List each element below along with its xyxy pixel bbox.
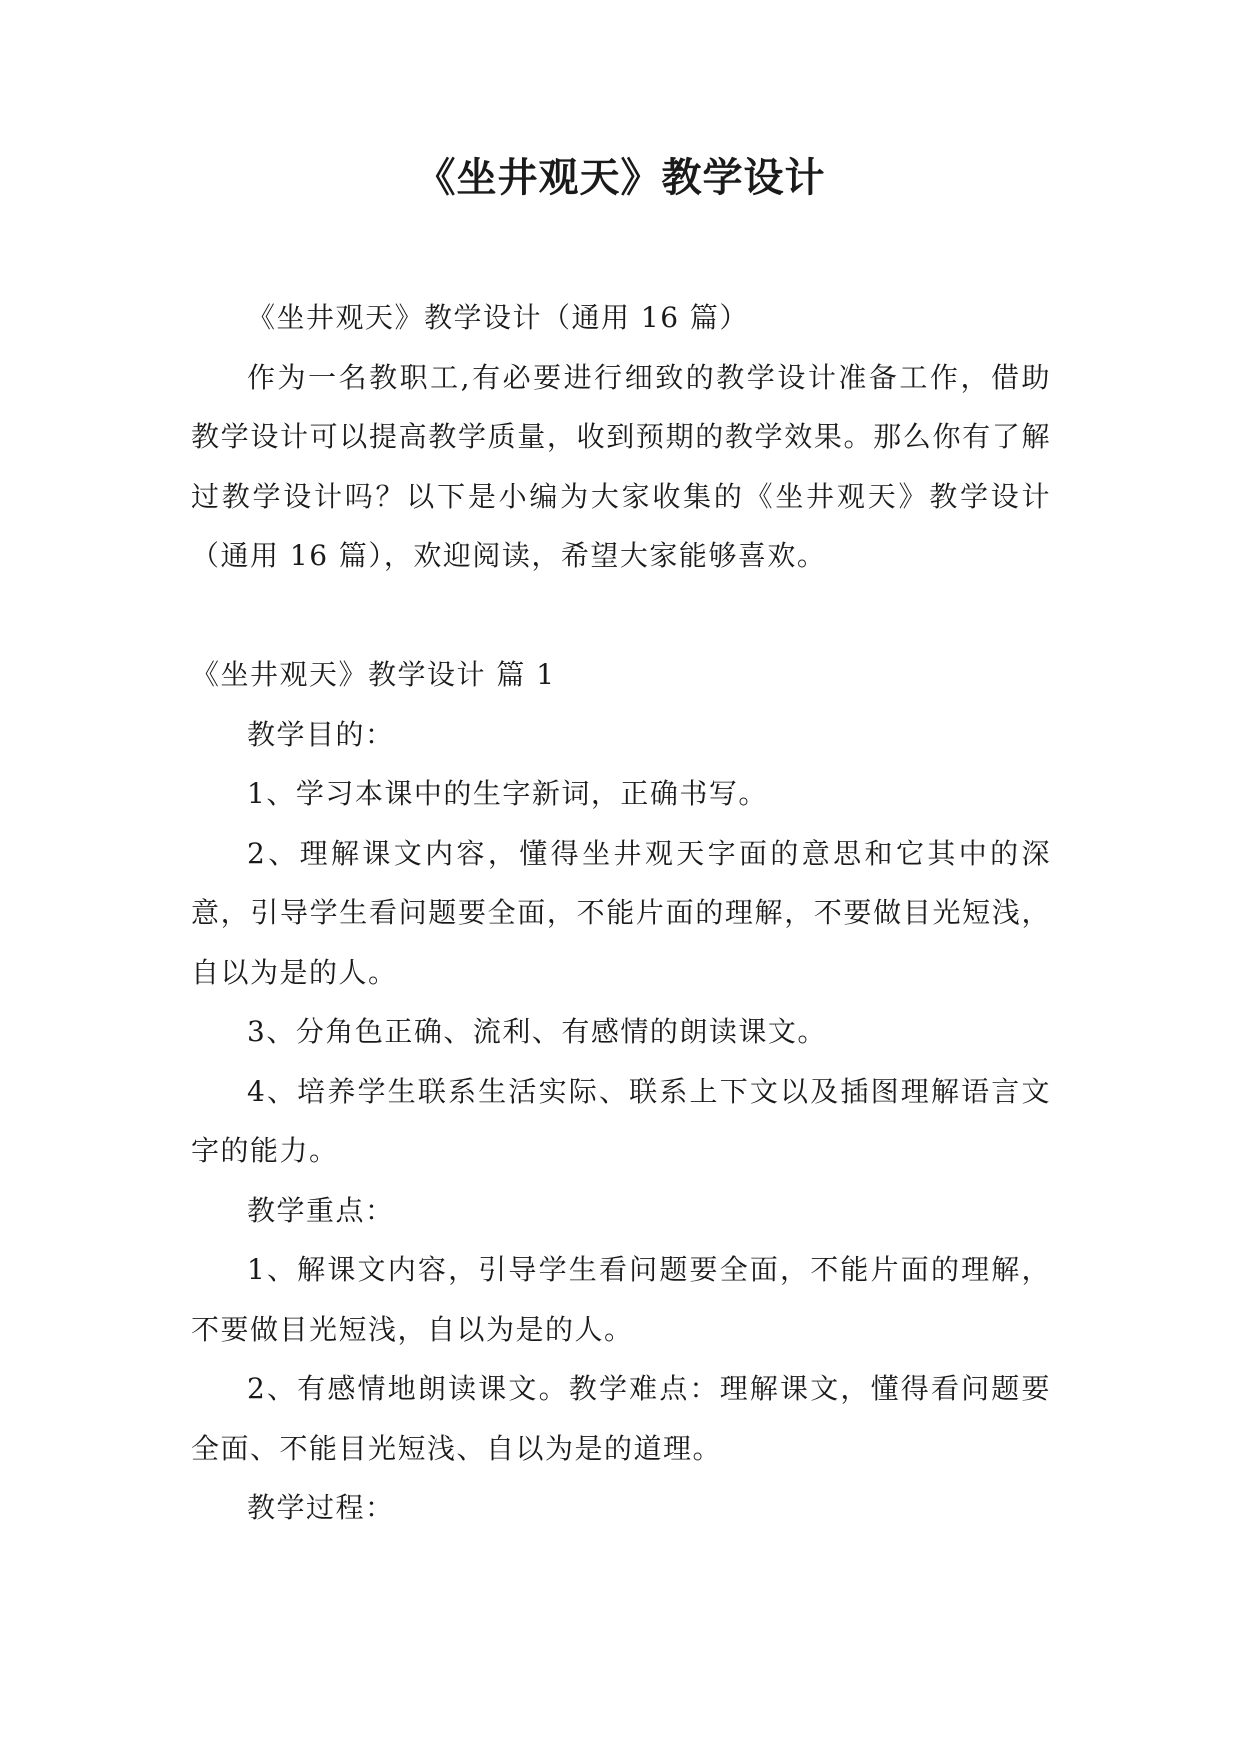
paragraph-objectives-heading: 教学目的：	[247, 717, 395, 751]
paragraph-keypoint-1: 1、解课文内容，引导学生看问题要全面，不能片面的理解，不要做目光短浅，自以为是的人。	[191, 1253, 1051, 1346]
section-heading: 《坐井观天》教学设计 篇 1	[191, 658, 556, 691]
document-body	[191, 288, 1051, 1538]
paragraph-objective-1: 1、学习本课中的生字新词，正确书写。	[247, 777, 768, 810]
section-spacer	[191, 586, 1051, 646]
document-title: 《坐井观天》教学设计	[415, 155, 826, 201]
paragraph-process-heading: 教学过程：	[247, 1491, 395, 1524]
paragraph-objective-3: 3、分角色正确、流利、有感情的朗读课文。	[247, 1015, 827, 1048]
paragraph-keypoints-heading: 教学重点：	[247, 1193, 395, 1227]
paragraph-keypoint-2: 2、有感情地朗读课文。教学难点：理解课文，懂得看问题要全面、不能目光短浅、自以为是的道理。	[191, 1372, 1051, 1465]
document-subtitle: 《坐井观天》教学设计（通用 16 篇）	[247, 301, 749, 334]
paragraph-objective-2: 2、理解课文内容，懂得坐井观天字面的意思和它其中的深意，引导学生看问题要全面，不能片面的理解，不要做目光短浅，自以为是的人。	[191, 836, 1051, 989]
intro-paragraph: 作为一名教职工,有必要进行细致的教学设计准备工作，借助教学设计可以提高教学质量，收到预期的教学效果。那么你有了解过教学设计吗？以下是小编为大家收集的《坐井观天》教学设计（通用 16 篇），欢迎阅读，希望大家能够喜欢。	[191, 360, 1051, 572]
paragraph-objective-4: 4、培养学生联系生活实际、联系上下文以及插图理解语言文字的能力。	[191, 1074, 1051, 1167]
